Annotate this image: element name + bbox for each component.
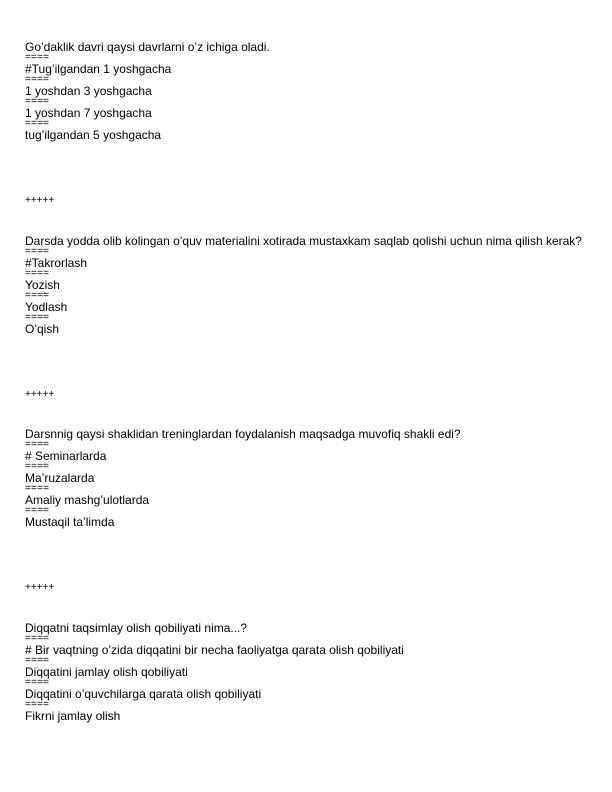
separator: ==== [25,699,50,710]
question-block [25,427,461,529]
question-block [25,621,404,723]
answer-option-correct: #Tug’ilgandan 1 yoshgacha [25,62,172,76]
answer-option: Diqqatini o’quvchilarga qarata olish qobiliyati [25,687,262,701]
separator: ==== [25,483,50,494]
answer-option: Fikrni jamlay olish [25,709,121,723]
answer-option-correct: #Takrorlash [25,256,88,270]
answer-option: Yodlash [25,300,68,314]
answer-option: 1 yoshdan 3 yoshgacha [25,84,152,98]
block-separator: +++++ [25,389,55,400]
separator: ==== [25,118,50,129]
answer-option: Diqqatini jamlay olish qobiliyati [25,665,188,679]
separator: ==== [25,246,50,257]
separator: ==== [25,439,50,450]
answer-option-correct: # Seminarlarda [25,449,107,463]
answer-option: Amaliy mashg’ulotlarda [25,493,150,507]
answer-option: Mustaqil ta’limda [25,515,115,529]
separator: ==== [25,74,50,85]
separator: ==== [25,655,50,666]
separator: ==== [25,633,50,644]
separator: ==== [25,96,50,107]
question-text: Go’daklik davri qaysi davrlarni o’z ichiga oladi. [25,40,270,54]
question-text: Diqqatni taqsimlay olish qobiliyati nima...? [25,621,248,635]
block-separator: +++++ [25,195,55,206]
answer-option: Ma’ruzalarda [25,471,95,485]
answer-option: O’qish [25,322,60,336]
separator: ==== [25,290,50,301]
answer-option: 1 yoshdan 7 yoshgacha [25,106,152,120]
separator: ==== [25,461,50,472]
separator: ==== [25,312,50,323]
separator: ==== [25,677,50,688]
separator: ==== [25,268,50,279]
question-text: Darsnnig qaysi shaklidan treninglardan foydalanish maqsadga muvofiq shakli edi? [25,427,461,441]
answer-option: Yozish [25,278,60,292]
question-block [25,234,582,336]
question-block [25,40,270,142]
answer-option: tug’ilgandan 5 yoshgacha [25,128,162,142]
block-separator: +++++ [25,582,55,593]
answer-option-correct: # Bir vaqtning o’zida diqqatini bir necha faoliyatga qarata olish qobiliyati [25,643,404,657]
question-text: Darsda yodda olib kolingan o’quv materialini xotirada mustaxkam saqlab qolishi uchun nima qilish kerak? [25,234,582,248]
separator: ==== [25,52,50,63]
separator: ==== [25,505,50,516]
